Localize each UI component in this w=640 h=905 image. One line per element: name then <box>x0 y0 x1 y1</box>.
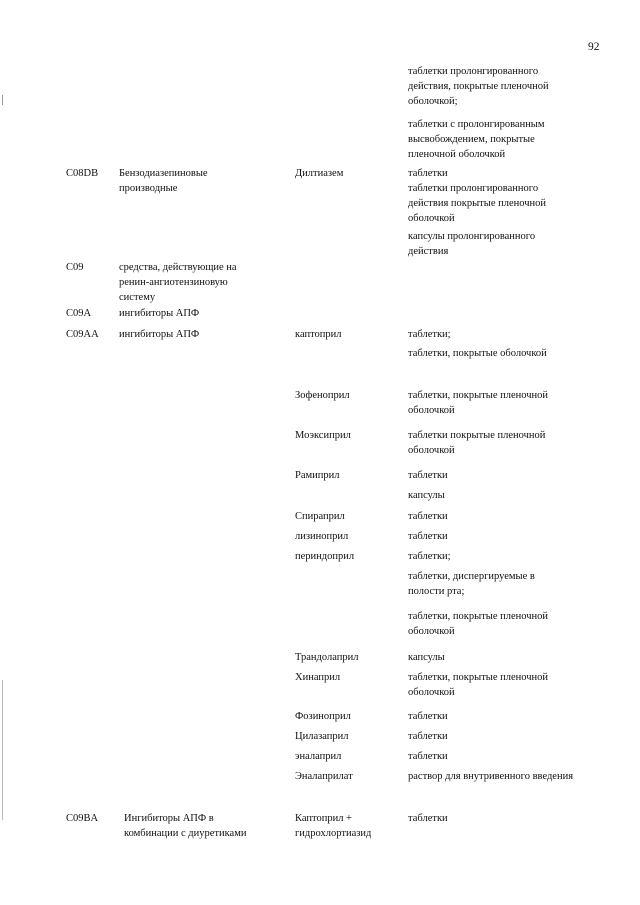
drug-name: Дилтиазем <box>295 168 344 179</box>
atc-code: C08DB <box>66 168 99 179</box>
atc-code: C09 <box>66 262 84 273</box>
drug-name: Хинаприл <box>295 672 341 683</box>
atc-code: C09A <box>66 308 92 319</box>
dosage-form: таблетки; <box>408 551 451 562</box>
dosage-form: таблетки, покрытые оболочкой <box>408 348 547 359</box>
dosage-form: таблетки <box>408 731 448 742</box>
dosage-form: капсулы <box>408 490 445 501</box>
dosage-form: таблетки покрытые пленочной оболочкой <box>408 430 546 456</box>
dosage-form: таблетки <box>408 511 448 522</box>
dosage-form: таблетки, покрытые пленочной оболочкой <box>408 390 549 416</box>
dosage-form: капсулы пролонгированного действия <box>408 231 536 257</box>
drug-name: Спираприл <box>295 511 345 522</box>
group-name: Ингибиторы АПФ в комбинации с диуретиками <box>124 813 247 839</box>
scan-edge-mark <box>2 680 3 820</box>
drug-name: Цилазаприл <box>295 731 349 742</box>
dosage-form: таблетки пролонгированного действия, покрытые пленочной оболочкой; <box>408 66 549 107</box>
dosage-form: таблетки <box>408 813 448 824</box>
drug-name: Эналаприлат <box>295 771 353 782</box>
dosage-form: таблетки с пролонгированным высвобождением, покрытые пленочной оболочкой <box>408 119 545 160</box>
dosage-form: таблетки, диспергируемые в полости рта; <box>408 571 535 597</box>
group-name: ингибиторы АПФ <box>119 329 200 340</box>
page-number: 92 <box>588 41 600 53</box>
dosage-form: таблетки <box>408 168 448 179</box>
dosage-form: таблетки пролонгированного действия покрытые пленочной оболочкой <box>408 183 546 224</box>
dosage-form: таблетки <box>408 470 448 481</box>
drug-name: эналаприл <box>295 751 342 762</box>
dosage-form: таблетки; <box>408 329 451 340</box>
dosage-form: таблетки <box>408 751 448 762</box>
dosage-form: таблетки <box>408 531 448 542</box>
drug-name: лизиноприл <box>295 531 349 542</box>
drug-name: Зофеноприл <box>295 390 350 401</box>
dosage-form: таблетки <box>408 711 448 722</box>
group-name: Бензодиазепиновые производные <box>119 168 208 194</box>
dosage-form: таблетки, покрытые пленочной оболочкой <box>408 672 549 698</box>
drug-name: Моэксиприл <box>295 430 351 441</box>
group-name: средства, действующие на ренин-ангиотензиновую систему <box>119 262 237 303</box>
drug-name: Фозиноприл <box>295 711 351 722</box>
group-name: ингибиторы АПФ <box>119 308 200 319</box>
scan-edge-mark <box>2 95 3 105</box>
dosage-form: капсулы <box>408 652 445 663</box>
drug-name: периндоприл <box>295 551 355 562</box>
drug-name: Каптоприл + гидрохлортиазид <box>295 813 372 839</box>
dosage-form: таблетки, покрытые пленочной оболочкой <box>408 611 549 637</box>
drug-name: Рамиприл <box>295 470 340 481</box>
drug-name: каптоприл <box>295 329 342 340</box>
atc-code: C09BA <box>66 813 99 824</box>
atc-code: C09AA <box>66 329 99 340</box>
dosage-form: раствор для внутривенного введения <box>408 771 574 782</box>
drug-name: Трандолаприл <box>295 652 359 663</box>
